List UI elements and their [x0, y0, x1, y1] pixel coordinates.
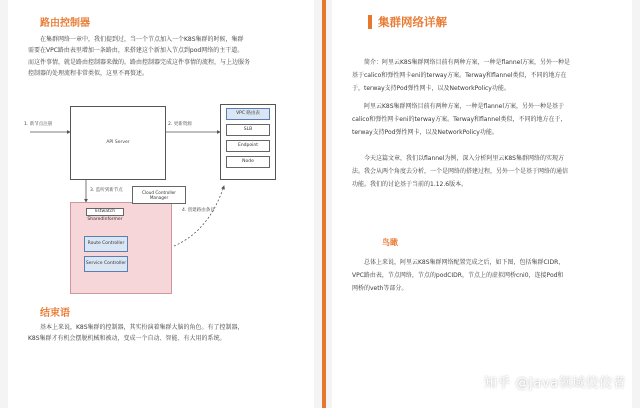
step4-label: 4. 创建路由条目	[182, 208, 215, 213]
cluster-network-header	[368, 14, 447, 30]
p1-line: 基于calico和弹性网卡eni的terway方案。Terway和flannel类似，不同的地方在	[352, 72, 567, 79]
overview-paragraph	[352, 256, 624, 295]
conclusion-line: K8S集群才有机会摆脱机械和被动，变成一个自动、智能、有大用的系统。	[28, 335, 226, 343]
title-marker	[368, 15, 372, 29]
overview-subtitle: 鸟瞰	[382, 238, 398, 247]
conclusion-text	[28, 322, 306, 345]
p2-line: terway支持Pod弹性网卡，以及NetworkPolicy功能。	[352, 129, 498, 136]
page-divider	[322, 0, 326, 408]
zhihu-watermark: 知乎 @Java领域佼佼者	[483, 376, 626, 391]
p1-line: 简介：阿里云K8S集群网络目前有两种方案，一种是flannel方案，另外一种是	[364, 59, 570, 66]
cluster-network-title: 集群网络详解	[378, 15, 447, 29]
service-controller-box: Service Controller	[84, 256, 128, 272]
scheme-paragraph	[352, 100, 624, 139]
endpoint-box: Endpoint	[226, 140, 270, 152]
p1-line: 于，terway支持Pod弹性网卡，以及NetworkPolicy功能。	[352, 85, 510, 92]
conclusion-title: 结束语	[40, 308, 70, 319]
p2-line: 阿里云K8S集群网络目前有两种方案，一种是flannel方案，另外一种是基于	[364, 103, 564, 110]
route-controller-box: Route Controller	[84, 236, 128, 252]
p4-line: 网桥的veth等部分。	[352, 285, 408, 292]
p4-line: 总体上来说，阿里云K8S集群网络配置完成之后，如下图，包括集群CIDR，	[364, 259, 565, 266]
analysis-paragraph	[352, 152, 624, 191]
p3-line: 法。我会从两个角度去分析，一个是网络的搭建过程，另外一个是基于网络的通信	[352, 168, 569, 175]
step1-label: 1. 新节点注册	[24, 122, 53, 127]
left-page	[8, 0, 314, 408]
p4-line: VPC路由表，节点网络，节点的podCIDR，节点上的虚拟网桥cni0，连接Pod和	[352, 272, 564, 279]
route-controller-diagram	[24, 96, 306, 296]
route-controller-intro	[28, 34, 306, 79]
intro-line: 而这件事情，就是路由控制器来做的。路由控制器完成这件事情的流程，与上边服务	[28, 58, 251, 66]
intro-line: 控制器的处理流程非常类似，这里不再赘述。	[28, 69, 149, 77]
api-server-label: API Server	[106, 140, 130, 145]
route-controller-title: 路由控制器	[40, 18, 90, 29]
conclusion-line: 基本上来说，K8S集群的控制器，其实扮演着集群大脑的角色。有了控制器，	[40, 324, 244, 331]
right-page	[332, 0, 632, 408]
node-box: Node	[226, 156, 270, 168]
shared-informer-label: SharedInformer	[87, 217, 123, 223]
intro-line: 需要在VPC路由表里增加一条路由，来搭建这个新加入节点到pod网络的主干道。	[28, 47, 244, 55]
step2-label: 2. 更新资源	[168, 122, 192, 127]
step3-label: 3. 监听到新节点	[90, 188, 123, 193]
vpc-route-table: VPC 路由表	[226, 108, 270, 120]
p2-line: calico和弹性网卡eni的terway方案。Terway和flannel类似，不同的地方在于，	[352, 116, 567, 123]
slb-box: SLB	[226, 124, 270, 136]
intro-paragraph	[352, 56, 624, 95]
listwatch-box: listwatch	[86, 208, 124, 216]
p3-line: 今天这篇文章，我们以flannel为例，深入分析阿里云K8S集群网络的实现方	[364, 155, 564, 162]
intro-line: 在集群网络一章中，我们提到过，当一个节点加入一个K8S集群的时候，集群	[40, 36, 244, 43]
p3-line: 功能。我们的讨论基于当前的1.12.6版本。	[352, 181, 468, 188]
ccm-label: Cloud Controller Manager	[132, 186, 186, 204]
